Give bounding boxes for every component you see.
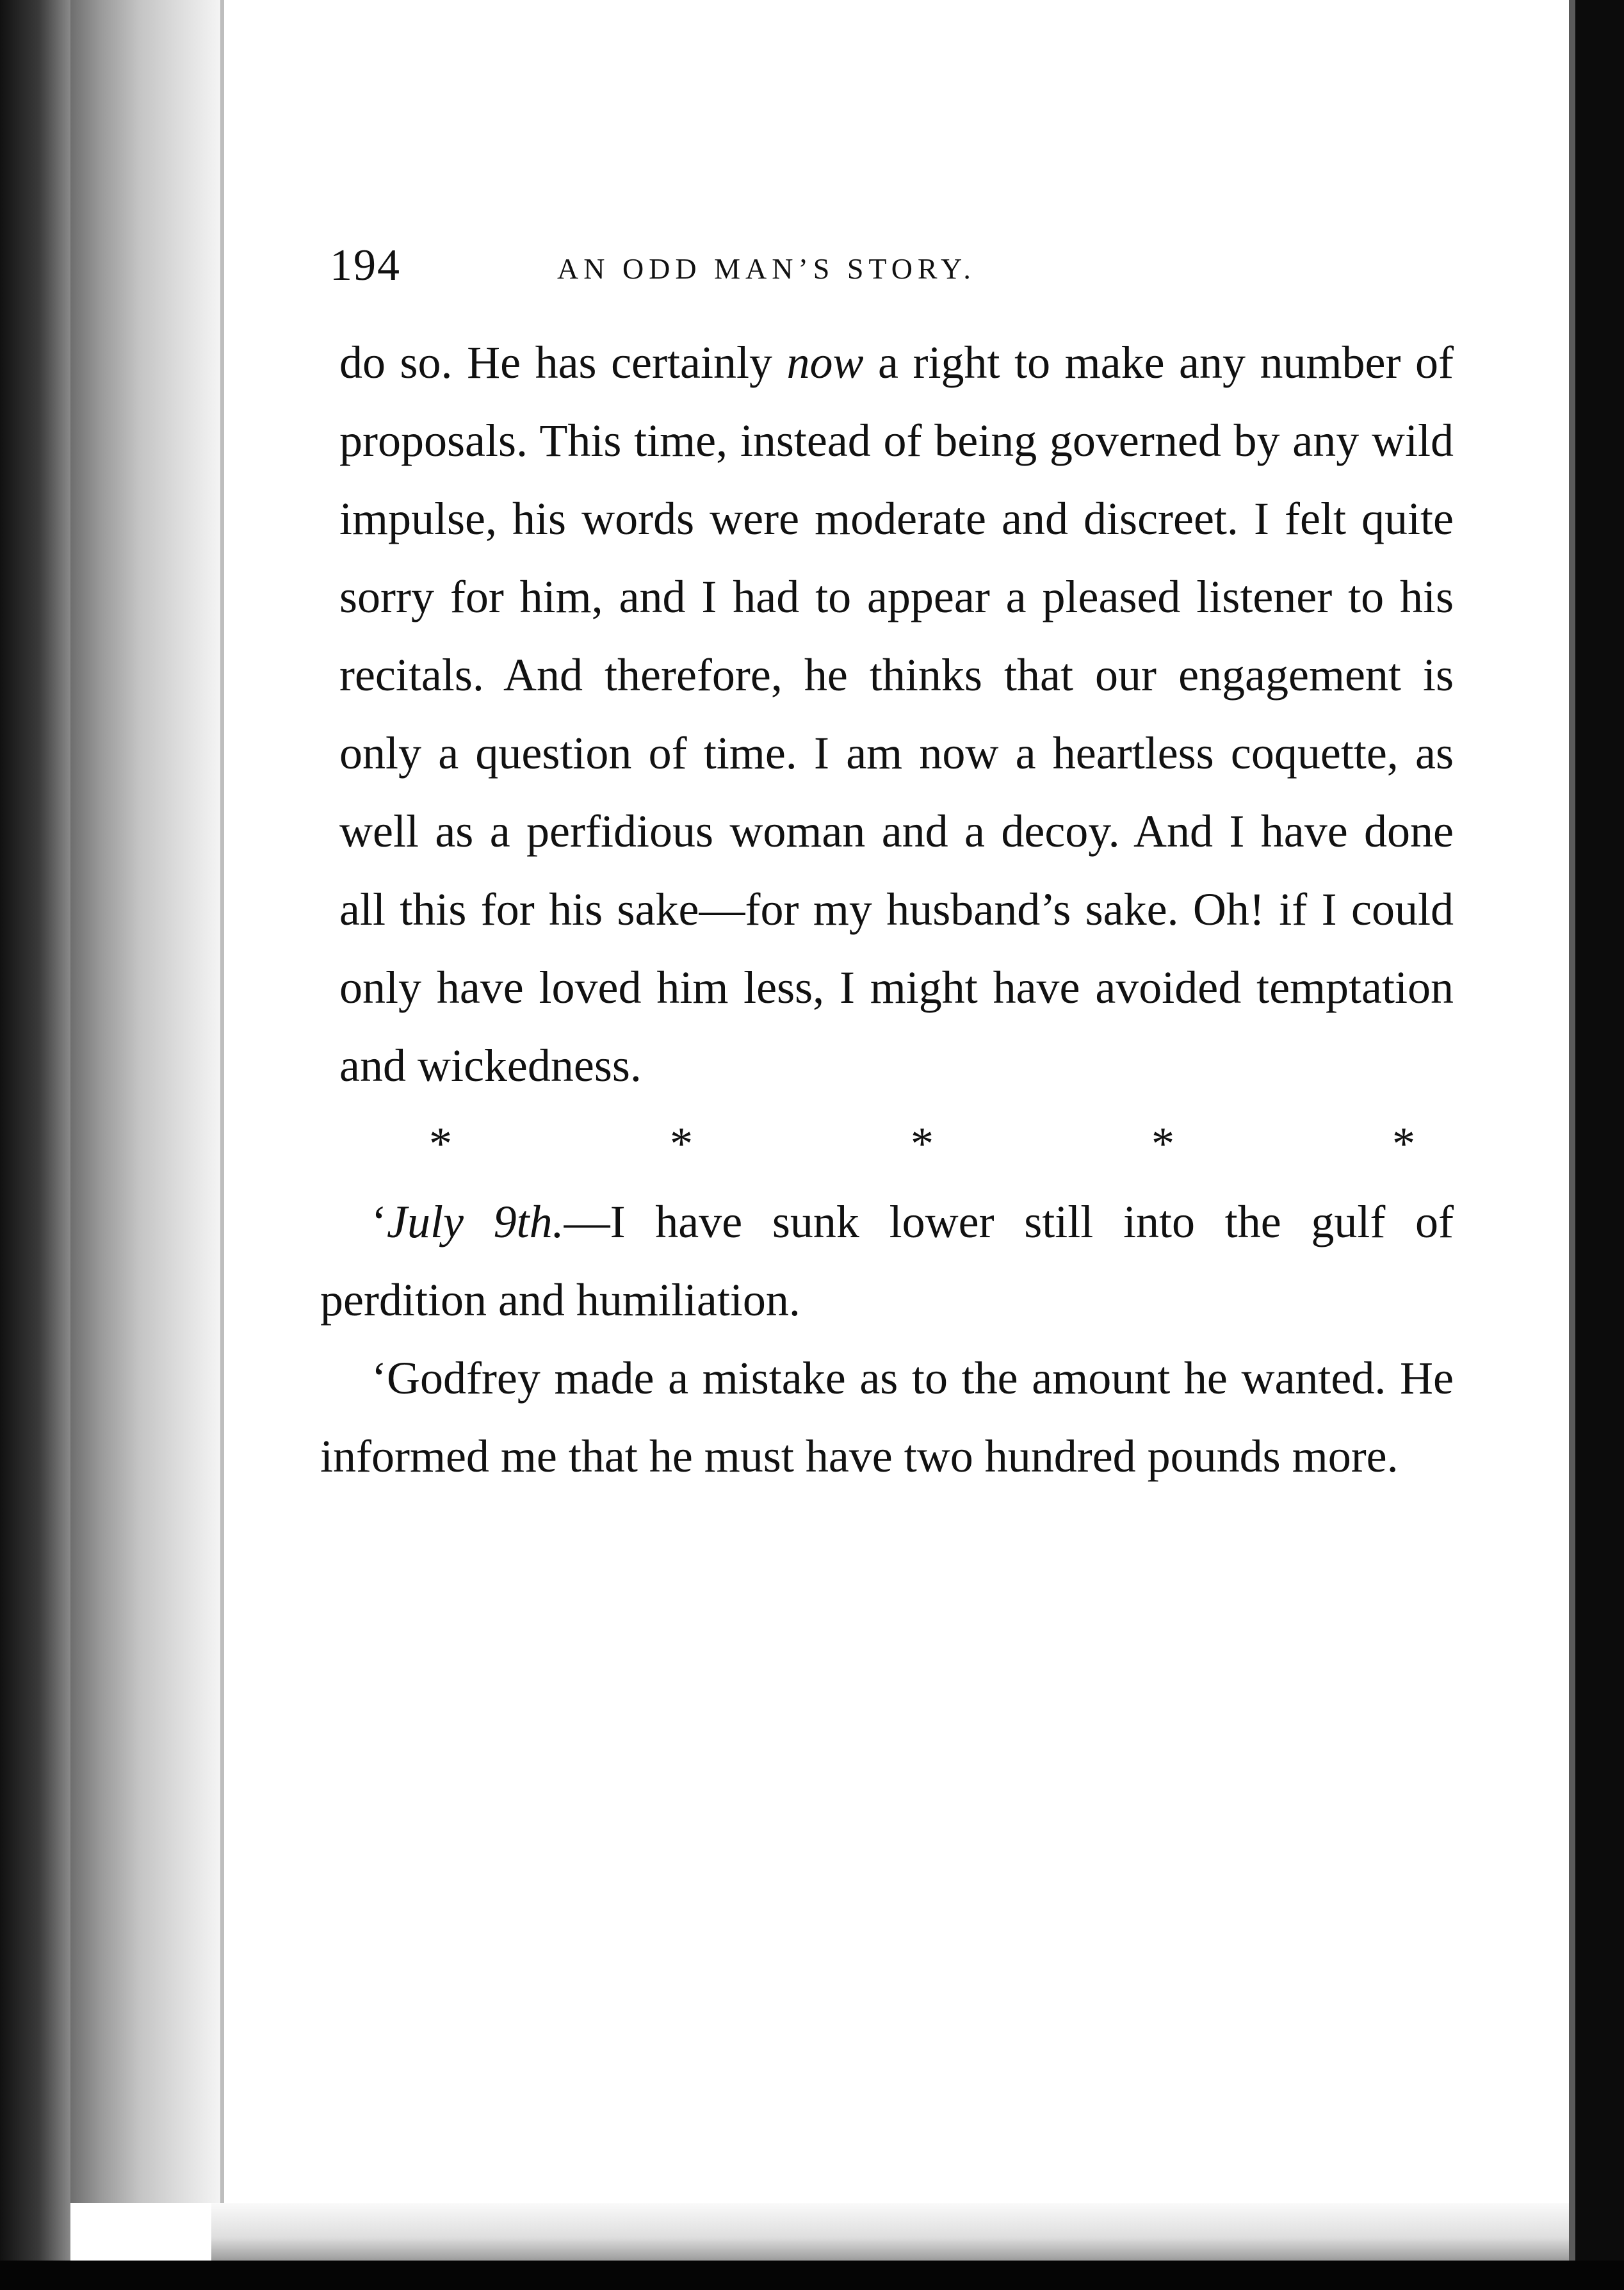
- running-head-title: AN ODD MAN’S STORY.: [557, 252, 976, 285]
- section-break-asterisks: [320, 1105, 1454, 1183]
- running-head: [330, 240, 1322, 298]
- asterisk: *: [1151, 1118, 1174, 1169]
- paragraph-2: [320, 1183, 1454, 1339]
- emphasis-now: now: [786, 337, 864, 388]
- page-number: 194: [330, 241, 401, 290]
- paragraph-2-text: —I have sunk lower still into the gulf of perdition and humiliation.: [320, 1196, 1454, 1326]
- asterisk: *: [1392, 1118, 1415, 1169]
- open-quote: ‘: [371, 1196, 387, 1247]
- body-text: [320, 323, 1454, 1495]
- paragraph-3-text: ‘Godfrey made a mistake as to the amount he wanted. He informed me that he must have two hundred pounds more.: [320, 1352, 1454, 1482]
- paragraph-1: [320, 323, 1454, 1105]
- page-bottom-shadow: [211, 2203, 1569, 2261]
- paragraph-1-start: do so. He has certainly: [339, 337, 787, 388]
- scan-left-edge: [0, 0, 70, 2290]
- asterisk: *: [429, 1118, 452, 1169]
- paragraph-1-rest: a right to make any number of proposals. This time, instead of being governed by any wild impulse, his words were moderate and discreet. I felt quite sorry for him, and I had to appear a pleased listener to his recitals. And therefore, he thinks that our engagement is only a question of time. I am now a heartless coquette, as well as a perfidious woman and a decoy. And I have done all this for his sake—for my husband’s sake. Oh! if I could only have loved him less, I might have avoided temptation and wickedness.: [339, 337, 1454, 1091]
- scan-bottom-edge: [0, 2261, 1624, 2290]
- asterisk: *: [911, 1118, 934, 1169]
- page-stack-edge: [70, 0, 224, 2203]
- asterisk: *: [670, 1118, 693, 1169]
- scan-right-edge: [1569, 0, 1624, 2290]
- diary-date: July 9th.: [386, 1196, 564, 1247]
- paragraph-3: [320, 1339, 1454, 1495]
